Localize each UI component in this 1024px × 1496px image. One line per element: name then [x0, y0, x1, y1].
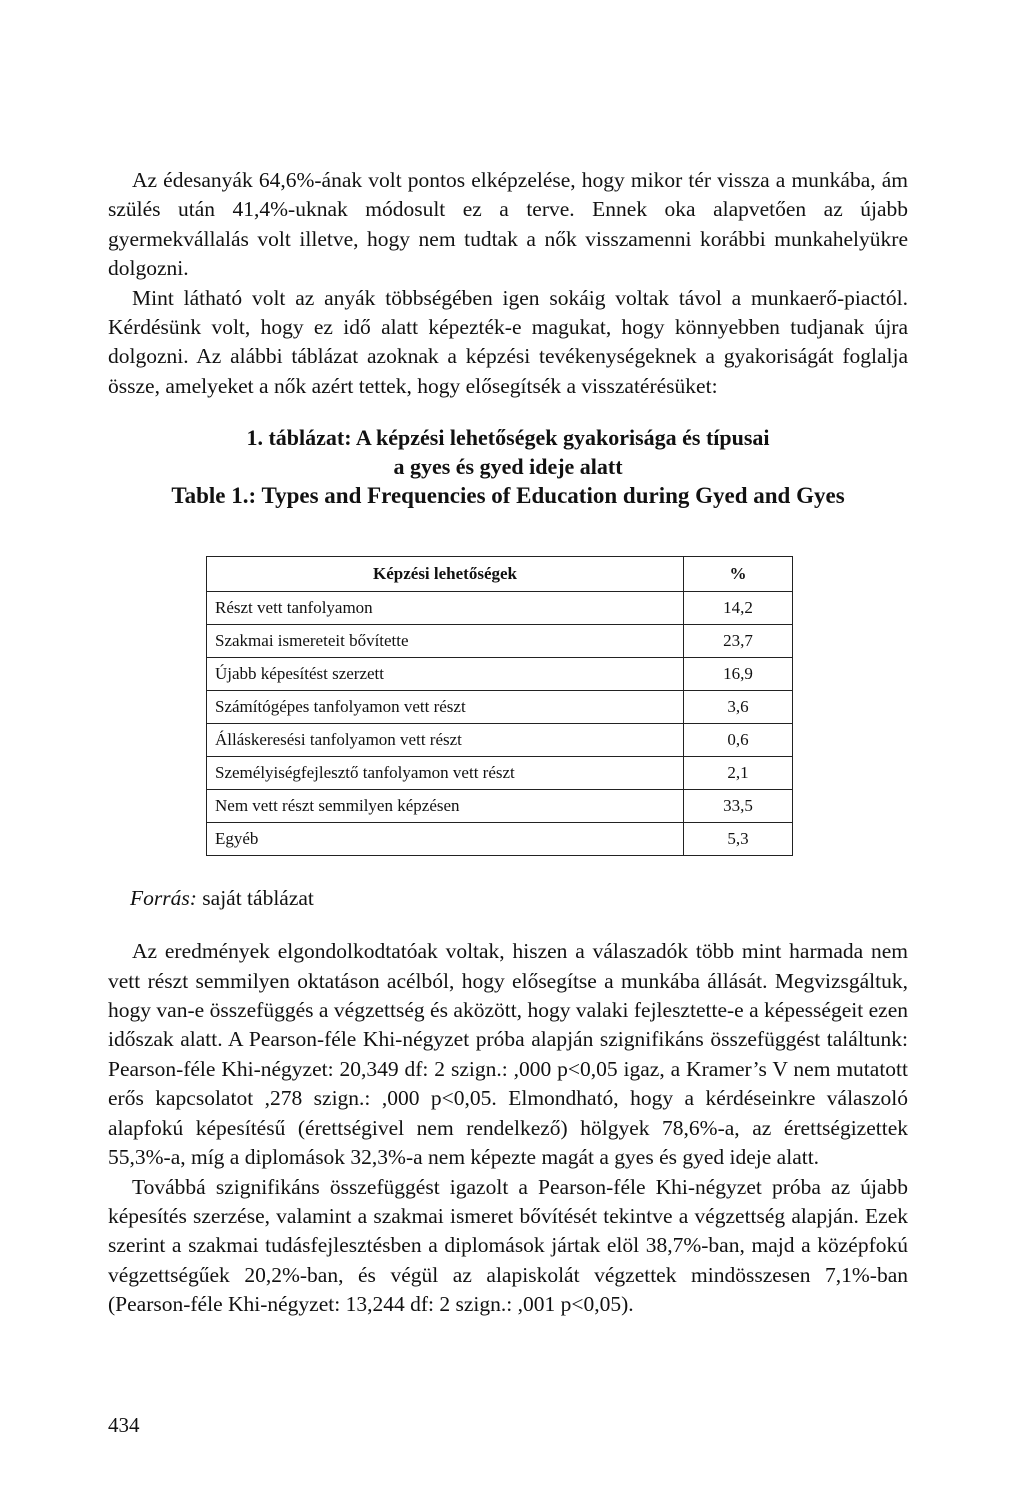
source-text: saját táblázat [202, 886, 314, 911]
column-header-education: Képzési lehetőségek [207, 557, 684, 592]
row-value: 5,3 [684, 823, 793, 856]
row-value: 33,5 [684, 790, 793, 823]
education-table-wrapper [206, 556, 793, 856]
paragraph-return-plans: Az édesanyák 64,6%-ának volt pontos elképzelése, hogy mikor tér vissza a munkába, ám szülés után 41,4%-uknak módosult ez a terve. Ennek oka alapvetően az újabb gyermekvállalás volt illetve, hogy nem tudtak a nők visszamenni korábbi munkahelyükre dolgozni. [108, 168, 908, 281]
row-label: Nem vett részt semmilyen képzésen [207, 790, 684, 823]
row-label: Álláskeresési tanfolyamon vett részt [207, 724, 684, 757]
row-value: 16,9 [684, 658, 793, 691]
source-label: Forrás: [130, 886, 197, 911]
row-label: Szakmai ismereteit bővítette [207, 625, 684, 658]
education-frequency-table [206, 556, 793, 856]
paragraph-further-results: Továbbá szignifikáns összefüggést igazolt a Pearson-féle Khi-négyzet próba az újabb képesítés szerzése, valamint a szakmai ismeret bővítését tekintve a végzettség alapján. Ezek szerint a szakmai tudásfejlesztésben a diplomások jártak elöl 38,7%-ban, majd a középfokú végzettségűek 20,2%-ban, és végül az alapiskolát végzettek mindösszesen 7,1%-ban (Pearson-féle Khi-négyzet: 13,244 df: 2 szign.: ,001 p<0,05). [108, 1174, 908, 1317]
row-label: Egyéb [207, 823, 684, 856]
table-row [207, 658, 793, 691]
row-value: 2,1 [684, 757, 793, 790]
results-section [108, 937, 908, 1319]
page-content [108, 166, 908, 1320]
row-value: 0,6 [684, 724, 793, 757]
table-row [207, 823, 793, 856]
paragraph-training-question: Mint látható volt az anyák többségében igen sokáig voltak távol a munkaerő-piactól. Kérdésünk volt, hogy ez idő alatt képezték-e magukat, hogy könnyebben tudjanak újra dolgozni. Az alábbi táblázat azoknak a képzési tevékenységeknek a gyakoriságát foglalja össze, amelyeket a nők azért tettek, hogy elősegítsék a visszatérésüket: [108, 285, 908, 398]
table-header-row [207, 557, 793, 592]
table-caption [108, 423, 908, 510]
row-value: 14,2 [684, 592, 793, 625]
table-row [207, 592, 793, 625]
table-row [207, 757, 793, 790]
column-header-percent: % [684, 557, 793, 592]
table-row [207, 790, 793, 823]
row-value: 23,7 [684, 625, 793, 658]
caption-title-hu: 1. táblázat: A képzési lehetőségek gyakorisága és típusai [246, 425, 770, 451]
row-label: Számítógépes tanfolyamon vett részt [207, 691, 684, 724]
caption-title-en: Table 1.: Types and Frequencies of Education during Gyed and Gyes [171, 483, 845, 509]
row-label: Részt vett tanfolyamon [207, 592, 684, 625]
table-source [130, 886, 908, 911]
row-label: Személyiségfejlesztő tanfolyamon vett részt [207, 757, 684, 790]
table-row [207, 724, 793, 757]
paragraph-results: Az eredmények elgondolkodtatóak voltak, hiszen a válaszadók több mint harmada nem vett részt semmilyen oktatáson acélból, hogy elősegítse a munkába állását. Megvizsgáltuk, hogy van-e összefüggés a végzettség és aközött, hogy valaki fejlesztette-e a képességeit ezen időszak alatt. A Pearson-féle Khi-négyzet próba alapján szignifikáns összefüggést találtunk: Pearson-féle Khi-négyzet: 20,349 df: 2 szign.: ,000 p<0,05 igaz, a Kramer’s V nem mutatott erős kapcsolatot ,278 szign.: ,000 p<0,05. Elmondható, hogy a kérdéseinkre válaszoló alapfokú képesítésű (érettségivel nem rendelkező) hölgyek 78,6%-a, az érettségizettek 55,3%-a, míg a diplomások 32,3%-a nem képezte magát a gyes és gyed ideje alatt. [108, 939, 908, 1170]
page-number: 434 [108, 1413, 140, 1437]
row-label: Újabb képesítést szerzett [207, 658, 684, 691]
table-row [207, 625, 793, 658]
table-row [207, 691, 793, 724]
row-value: 3,6 [684, 691, 793, 724]
caption-subtitle-hu: a gyes és gyed ideje alatt [393, 454, 623, 480]
